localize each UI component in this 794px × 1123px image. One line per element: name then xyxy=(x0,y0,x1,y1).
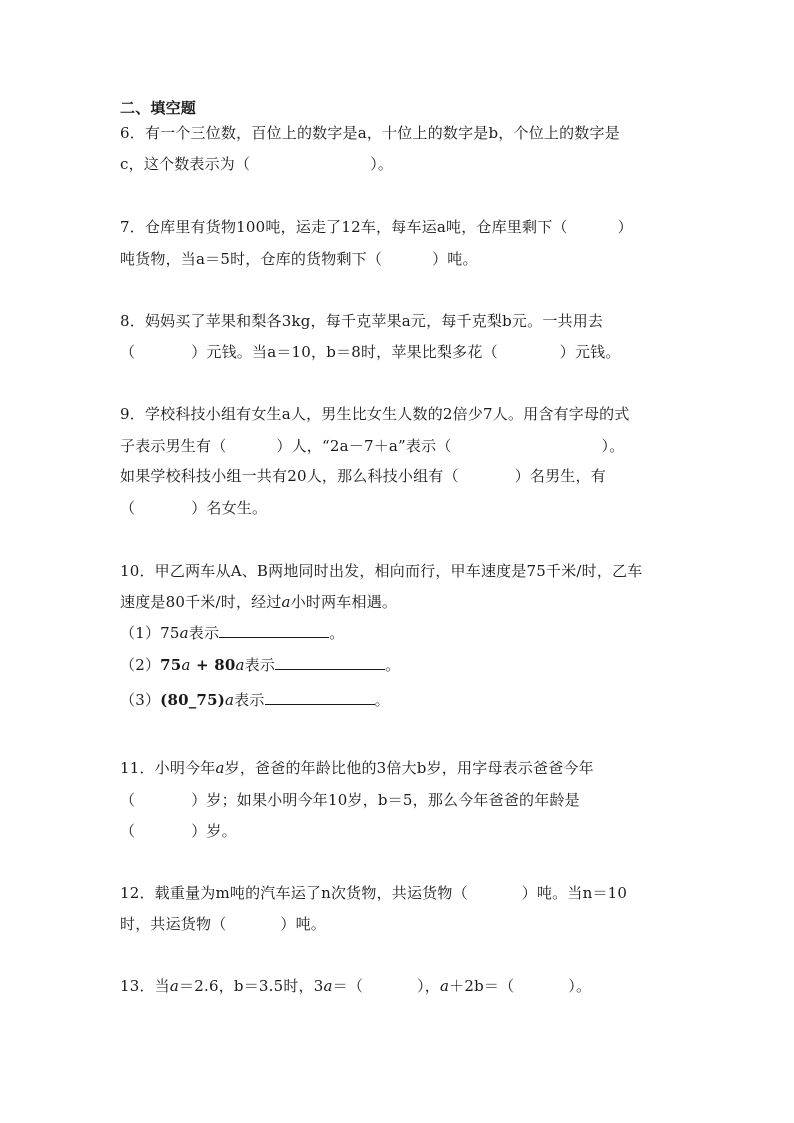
q8-text-b: ）元钱。当a＝10，b＝8时，苹果比梨多花（ xyxy=(191,343,498,361)
q13-text-d: ）， xyxy=(417,977,440,995)
q10-sub3-end: 。 xyxy=(374,691,390,709)
q10-sub1 xyxy=(120,623,344,643)
q10-sub2-var-a: a xyxy=(181,656,191,674)
q10-sub3-label: （3） xyxy=(120,691,161,709)
q10-sub2-underline xyxy=(275,655,385,670)
q10-text-b: 小时两车相遇。 xyxy=(290,593,398,611)
q12-text-b: ）吨。当n＝10 xyxy=(521,884,628,902)
q9-text-b: ）人，“2a－7＋a”表示（ xyxy=(276,437,452,455)
q6-line1: 6．有一个三位数，百位上的数字是a，十位上的数字是b，个位上的数字是 xyxy=(120,124,620,142)
q11-text-f: ）岁。 xyxy=(191,822,237,840)
q12-line1 xyxy=(120,883,627,903)
q7-text-d: ）吨。 xyxy=(432,250,478,268)
q9-text-d: 如果学校科技小组一共有20人，那么科技小组有（ xyxy=(120,467,459,485)
q12-text-c: 时，共运货物（ xyxy=(120,915,227,933)
q8-text-a: （ xyxy=(120,343,136,361)
q10-line1: 10．甲乙两车从A、B两地同时出发，相向而行，甲车速度是75千米/时，乙车 xyxy=(120,562,643,580)
q11-text-e: （ xyxy=(120,822,136,840)
q11-line3 xyxy=(120,821,237,841)
q7-line1 xyxy=(120,217,633,237)
q9-line3 xyxy=(120,466,606,486)
q6-text-a: c，这个数表示为（ xyxy=(120,155,251,173)
q12-text-d: ）吨。 xyxy=(280,915,327,933)
q13-var-b: a xyxy=(323,977,333,995)
q10-text-a: 速度是80千米/时，经过 xyxy=(120,593,282,611)
q13-text-b: ＝2.6，b＝3.5时，3 xyxy=(179,977,324,995)
q11-line2 xyxy=(120,790,580,810)
q10-sub1-label: （1）75 xyxy=(120,624,180,642)
q13-text-f: ）。 xyxy=(568,977,592,995)
q10-sub3-expr: (80_75) xyxy=(160,691,225,709)
q10-sub2-var-b: a xyxy=(235,656,245,674)
q9-line1: 9．学校科技小组有女生a人，男生比女生人数的2倍少7人。用含有字母的式 xyxy=(120,405,630,423)
q7-text-c: 吨货物，当a＝5时，仓库的货物剩下（ xyxy=(120,250,383,268)
q11-text-c: （ xyxy=(120,791,136,809)
q7-text-b: ） xyxy=(617,218,633,236)
q10-sub3-text: 表示 xyxy=(234,691,265,709)
q10-sub2-label: （2） xyxy=(120,656,161,674)
q9-text-c: ）。 xyxy=(601,437,625,455)
q12-text-a: 12．载重量为m吨的汽车运了n次货物，共运货物（ xyxy=(120,884,468,902)
q13-line1 xyxy=(120,976,591,996)
q6-line2 xyxy=(120,154,393,174)
q10-sub2-plus: + xyxy=(190,656,215,674)
q7-line2 xyxy=(120,249,478,269)
q12-line2 xyxy=(120,914,326,934)
q10-sub1-text: 表示 xyxy=(188,624,220,642)
q13-var-c: a xyxy=(439,977,450,995)
q10-sub2-end: 。 xyxy=(385,656,401,674)
q11-text-a: 11．小明今年 xyxy=(120,759,216,777)
q10-var-a: a xyxy=(281,593,291,611)
q10-sub2-num-a: 75 xyxy=(160,656,182,674)
q10-sub1-var: a xyxy=(179,624,189,642)
q7-text-a: 7．仓库里有货物100吨，运走了12车，每车运a吨，仓库里剩下（ xyxy=(120,218,568,236)
q10-sub3 xyxy=(120,690,390,710)
q10-sub2-text: 表示 xyxy=(244,656,276,674)
q9-text-e: ）名男生，有 xyxy=(514,467,606,485)
q11-text-b: 岁，爸爸的年龄比他的3倍大b岁，用字母表示爸爸今年 xyxy=(224,759,594,777)
q13-text-e: ＋2b＝（ xyxy=(449,977,515,995)
q9-text-a: 子表示男生有（ xyxy=(120,437,227,455)
q9-line4 xyxy=(120,498,267,518)
q10-sub1-underline xyxy=(219,623,329,638)
q9-text-f: （ xyxy=(120,499,136,517)
q11-text-d: ）岁；如果小明今年10岁，b＝5，那么今年爸爸的年龄是 xyxy=(191,791,580,809)
q11-line1 xyxy=(120,758,594,778)
q10-sub3-var: a xyxy=(225,691,235,709)
q13-text-a: 13．当 xyxy=(120,977,170,995)
section-title: 二、填空题 xyxy=(120,99,197,117)
q6-text-b: ）。 xyxy=(370,155,394,173)
q10-sub2 xyxy=(120,655,400,675)
q10-sub2-num-b: 80 xyxy=(214,656,236,674)
q9-line2 xyxy=(120,436,624,456)
q13-var-a: a xyxy=(169,977,180,995)
q9-text-g: ）名女生。 xyxy=(191,499,268,517)
q10-sub3-underline xyxy=(265,690,375,705)
q11-var-a: a xyxy=(215,759,225,777)
q8-text-c: ）元钱。 xyxy=(559,343,621,361)
q8-line2 xyxy=(120,342,621,362)
q13-text-c: ＝（ xyxy=(332,977,364,995)
q10-sub1-end: 。 xyxy=(329,624,345,642)
q8-line1: 8．妈妈买了苹果和梨各3kg，每千克苹果a元，每千克梨b元。一共用去 xyxy=(120,312,604,330)
q10-line2 xyxy=(120,592,397,612)
